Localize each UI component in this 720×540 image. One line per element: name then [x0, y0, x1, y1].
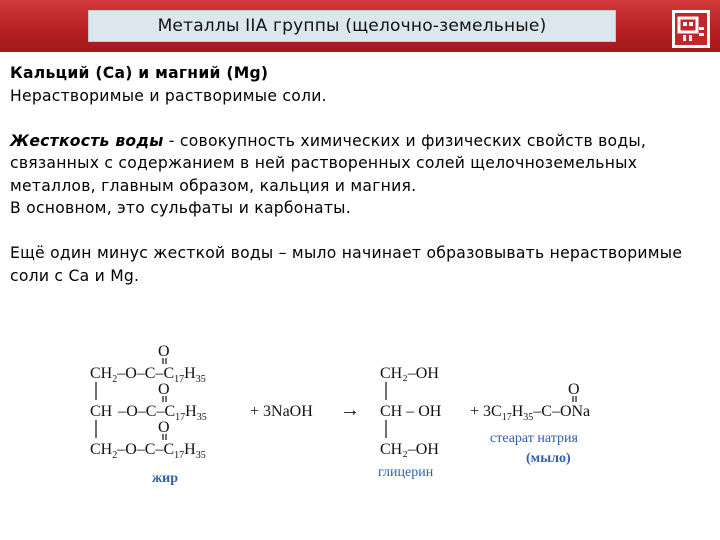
- salts-line: Нерастворимые и растворимые соли.: [10, 86, 327, 105]
- glycerol-row-3: CH₂–OH: [380, 441, 439, 458]
- glycerol-row-2: CH – OH: [380, 403, 442, 420]
- hardness-term: Жесткость воды: [10, 131, 164, 150]
- sulfates-line: В основном, это сульфаты и карбонаты.: [10, 199, 351, 217]
- slide-title: Металлы IIA группы (щелочно-земельные): [88, 10, 616, 42]
- definition-text: - совокупность химических и физических свойств воды, связанных с содержанием в ней растворенных солей щелочноземельных металлов, главным образом, кальция и магния.: [10, 131, 647, 195]
- fat-oxygen-3: O: [158, 419, 170, 436]
- plus-naoh: + 3NaOH: [250, 403, 313, 420]
- reaction-arrow: →: [340, 399, 360, 421]
- fat-formula: [90, 343, 207, 461]
- section-heading: Кальций (Ca) и магний (Mg): [10, 64, 269, 82]
- fat-oxygen-1: O: [158, 343, 170, 360]
- stearate-formula: [470, 381, 590, 423]
- fat-row-1: $CH_2-O-C-C_{17}H_{35}$: [90, 365, 206, 385]
- fat-oxygen-2: O: [158, 381, 170, 398]
- label-glycerol: глицерин: [378, 465, 434, 480]
- fat-row-2: CH $-O-C-C_{17}H_{35}$: [90, 403, 207, 423]
- label-stearate: стеарат натрия: [490, 431, 578, 446]
- soap-line: Ещё один минус жесткой воды – мыло начинает образовывать нерастворимые соли с Ca и Mg.: [10, 244, 683, 285]
- stearate-row: + $3C_{17}H_{35}-C$–ONa: [470, 403, 591, 423]
- glycerol-row-1: CH₂–OH: [380, 365, 439, 382]
- stearate-oxygen: O: [568, 381, 580, 398]
- label-soap: (мыло): [526, 451, 571, 466]
- label-fat: жир: [152, 471, 179, 486]
- glycerol-formula: [380, 365, 442, 458]
- fat-row-3: $CH_2-O-C-C_{17}H_{35}$: [90, 441, 206, 461]
